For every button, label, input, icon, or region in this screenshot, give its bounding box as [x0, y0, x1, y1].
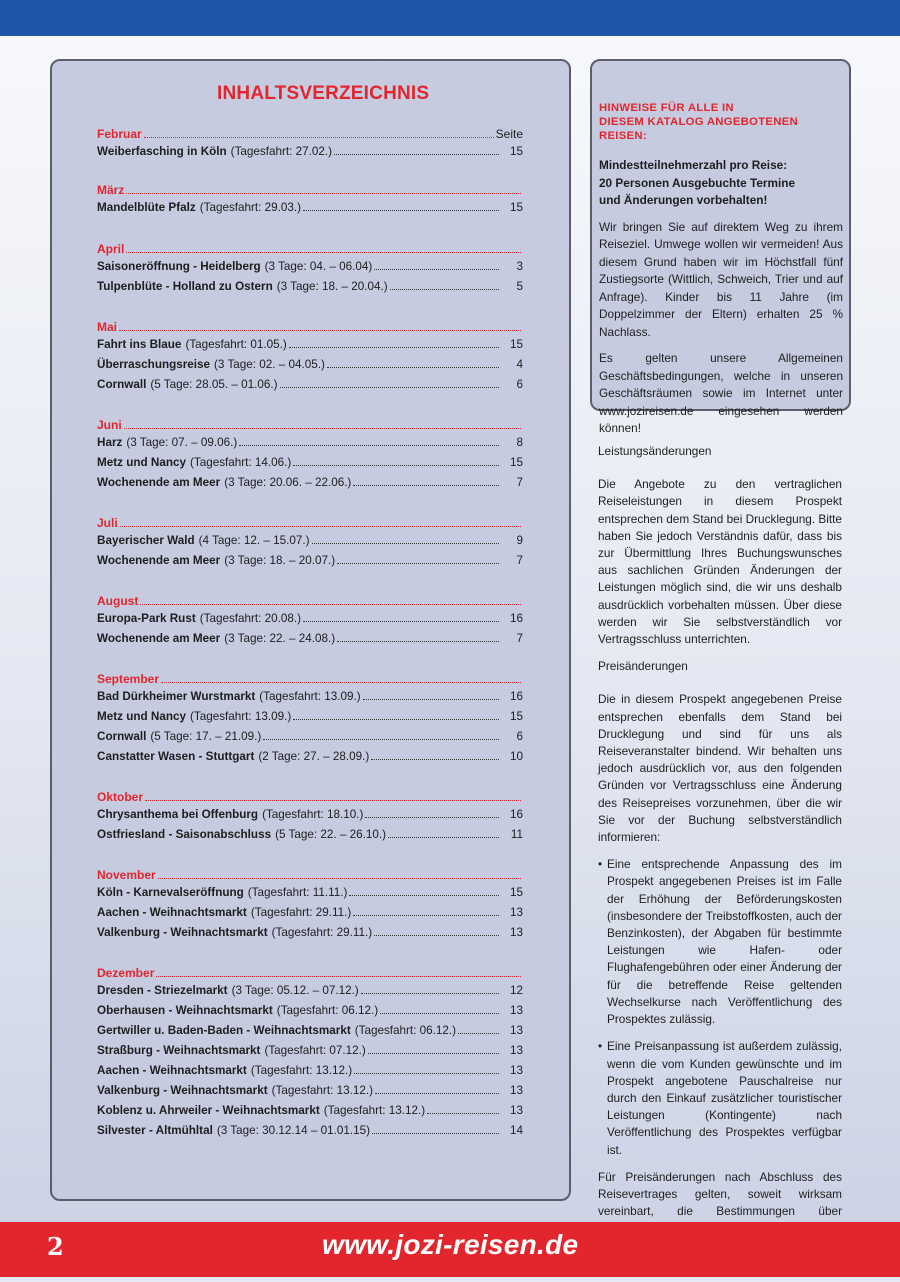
toc-entry-dates: (Tagesfahrt: 27.02.): [230, 145, 333, 158]
toc-entry-dates: (3 Tage: 05.12. – 07.12.): [231, 984, 359, 997]
toc-entry-title: Metz und Nancy: [97, 710, 186, 723]
toc-section-spacer: [97, 652, 523, 672]
toc-entry-title: Oberhausen - Weihnachtsmarkt: [97, 1004, 273, 1017]
toc-leader-dots: [458, 1033, 499, 1034]
toc-entry-title: Aachen - Weihnachtsmarkt: [97, 906, 247, 919]
terms-bullet-item: • Eine entsprechende Anpassung des im Prospekt angegebenen Preises ist im Falle der Erhöhung der Beförderungskosten (insbesondere der Treibstoffkosten, auch der Benzinkosten), der Abgaben für bestimmte Leistungen wie Hafen- oder Flughafengebühren oder einer Änderung der für die betreffende Reise geltenden Wechselkurse nach Veröffentlichung des Prospektes zulässig.: [598, 856, 842, 1028]
toc-entry-page: 15: [509, 710, 523, 723]
toc-entry-title: Überraschungsreise: [97, 358, 211, 371]
toc-leader-dots: [361, 993, 499, 994]
toc-month-label: September: [97, 672, 160, 686]
toc-entry-title: Dresden - Striezelmarkt: [97, 984, 228, 997]
toc-entry-page: 16: [509, 690, 523, 703]
toc-section-spacer: [97, 574, 523, 594]
toc-entry-title: Gertwiller u. Baden-Baden - Weihnachtsmarkt: [97, 1024, 351, 1037]
toc-entry-dates: (3 Tage: 30.12.14 – 01.01.15): [216, 1124, 370, 1137]
toc-entry-dates: (4 Tage: 12. – 15.07.): [198, 534, 310, 547]
terms-heading-price-changes: Preisänderungen: [598, 659, 688, 674]
toc-entry: [97, 886, 523, 906]
toc-entry-dates: (3 Tage: 22. – 24.08.): [224, 632, 336, 645]
toc-leader-dots: [126, 193, 521, 194]
hints-title-line1: HINWEISE FÜR ALLE IN: [599, 102, 734, 114]
toc-entry-title: Chrysanthema bei Offenburg: [97, 808, 259, 821]
toc-entry-dates: (Tagesfahrt: 11.11.): [247, 886, 348, 899]
toc-entry-dates: (Tagesfahrt: 06.12.): [354, 1024, 457, 1037]
toc-section-spacer: [97, 848, 523, 868]
hints-min-participants: [599, 157, 843, 210]
toc-entry-dates: (Tagesfahrt: 13.12.): [271, 1084, 373, 1097]
hints-bold-line1: Mindestteilnehmerzahl pro Reise:: [599, 158, 788, 172]
toc-entry-page: 15: [509, 338, 523, 351]
toc-leader-dots: [337, 641, 499, 642]
toc-entry-title: Tulpenblüte - Holland zu Ostern: [97, 280, 273, 293]
toc-entry: [97, 750, 523, 770]
toc-section-spacer: [97, 946, 523, 966]
toc-entry-page: 7: [516, 476, 523, 489]
toc-entry-title: Harz: [97, 436, 123, 449]
toc-entry: [97, 1044, 523, 1064]
toc-entry: [97, 984, 523, 1004]
toc-entry-page: 7: [516, 554, 523, 567]
toc-entry-page: 4: [516, 358, 523, 371]
toc-leader-dots: [120, 526, 521, 527]
toc-entry: [97, 690, 523, 710]
toc-entry-page: 16: [509, 612, 523, 625]
toc-leader-dots: [375, 1093, 499, 1094]
toc-entry-dates: (Tagesfahrt: 13.12.): [323, 1104, 426, 1117]
toc-leader-dots: [390, 289, 499, 290]
toc-entry-page: 16: [509, 808, 523, 821]
toc-page-column-label: Seite: [495, 127, 523, 141]
toc-entry-title: Cornwall: [97, 378, 147, 391]
toc-section-spacer: [97, 770, 523, 790]
toc-entry-title: Koblenz u. Ahrweiler - Weihnachtsmarkt: [97, 1104, 320, 1117]
toc-entry-dates: (Tagesfahrt: 29.11.): [250, 906, 352, 919]
toc-month-label: Juni: [97, 418, 122, 432]
toc-leader-dots: [293, 719, 499, 720]
toc-entry-dates: (Tagesfahrt: 13.09.): [259, 690, 361, 703]
toc-entry: [97, 436, 523, 456]
toc-leader-dots: [303, 210, 499, 211]
toc-month-label: Oktober: [97, 790, 144, 804]
toc-entry-page: 13: [509, 1024, 523, 1037]
toc-entry: [97, 906, 523, 926]
hints-agb-paragraph: Es gelten unsere Allgemeinen Geschäftsbedingungen, welche in unseren Geschäftsräumen sowie im Internet unter www.jozireisen.de eingesehen werden können!: [599, 351, 843, 435]
toc-entry: [97, 1084, 523, 1104]
toc-entry-page: 6: [516, 378, 523, 391]
toc-leader-dots: [239, 445, 499, 446]
toc-leader-dots: [126, 252, 521, 253]
toc-leader-dots: [158, 878, 521, 879]
toc-month-label: August: [97, 594, 139, 608]
toc-entry-page: 13: [509, 1044, 523, 1057]
toc-entry-page: 15: [509, 201, 523, 214]
toc-entry-page: 13: [509, 1004, 523, 1017]
toc-leader-dots: [365, 817, 499, 818]
toc-entry-title: Köln - Karnevalseröffnung: [97, 886, 244, 899]
toc-entry-title: Valkenburg - Weihnachtsmarkt: [97, 926, 268, 939]
toc-entry-dates: (3 Tage: 02. – 04.05.): [214, 358, 325, 371]
toc-entry-page: 8: [516, 436, 523, 449]
toc-entry-page: 13: [509, 1084, 523, 1097]
toc-leader-dots: [280, 387, 500, 388]
terms-heading-service-changes: Leistungsänderungen: [598, 444, 712, 458]
toc-section-heading: [97, 418, 523, 436]
toc-entry: [97, 808, 523, 828]
toc-entry: [97, 710, 523, 730]
toc-entry-title: Valkenburg - Weihnachtsmarkt: [97, 1084, 268, 1097]
toc-entry-page: 10: [509, 750, 523, 763]
toc-leader-dots: [124, 428, 521, 429]
toc-leader-dots: [353, 485, 499, 486]
toc-leader-dots: [312, 543, 499, 544]
toc-entry-dates: (Tagesfahrt: 01.05.): [185, 338, 287, 351]
toc-section-heading: [97, 966, 523, 984]
terms-closing-text: Für Preisänderungen nach Abschluss des Reisevertrages gelten, soweit wirksam vereinbart, die Bestimmungen über: [598, 1169, 842, 1219]
toc-entry: [97, 456, 523, 476]
toc-entry: [97, 378, 523, 398]
toc-entry: [97, 358, 523, 378]
toc-entry: [97, 280, 523, 300]
hints-content: [599, 101, 843, 447]
toc-entry: [97, 1124, 523, 1144]
toc-entry-page: 14: [509, 1124, 523, 1137]
toc-entry-dates: (Tagesfahrt: 06.12.): [276, 1004, 379, 1017]
toc-entry-title: Straßburg - Weihnachtsmarkt: [97, 1044, 261, 1057]
toc-section-spacer: [97, 398, 523, 418]
toc-section-heading: [97, 242, 523, 260]
toc-entry: [97, 1104, 523, 1124]
toc-entry-dates: (3 Tage: 18. – 20.04.): [276, 280, 388, 293]
toc-entry-dates: (5 Tage: 28.05. – 01.06.): [150, 378, 278, 391]
toc-leader-dots: [263, 739, 499, 740]
toc-entry: [97, 145, 523, 165]
toc-entry-dates: (3 Tage: 20.06. – 22.06.): [224, 476, 352, 489]
toc-month-label: Juli: [97, 516, 118, 530]
toc-section-heading: [97, 320, 523, 338]
toc-month-label: März: [97, 183, 125, 197]
toc-entry-title: Weiberfasching in Köln: [97, 145, 227, 158]
toc-leader-dots: [334, 154, 499, 155]
toc-leader-dots: [427, 1113, 499, 1114]
hints-bold-line2: 20 Personen Ausgebuchte Termine: [599, 175, 796, 190]
toc-leader-dots: [374, 935, 499, 936]
toc-month-label: Mai: [97, 320, 118, 334]
toc-entry-dates: (5 Tage: 17. – 21.09.): [150, 730, 262, 743]
toc-section-heading: [97, 672, 523, 690]
toc-section-spacer: [97, 496, 523, 516]
toc-entry-title: Europa-Park Rust: [97, 612, 196, 625]
toc-entry-title: Ostfriesland - Saisonabschluss: [97, 828, 272, 841]
toc-entry: [97, 612, 523, 632]
toc-entry-title: Silvester - Altmühltal: [97, 1124, 213, 1137]
top-header-bar: [0, 0, 900, 36]
toc-entry-dates: (Tagesfahrt: 07.12.): [264, 1044, 366, 1057]
toc-section-spacer: [97, 165, 523, 183]
terms-column: [598, 443, 842, 1282]
toc-entry: [97, 201, 523, 221]
toc-leader-dots: [144, 137, 494, 138]
terms-bullet-item: • Eine Preisanpassung ist außerdem zulässig, wenn die vom Kunden gewünschte und im Prospekt angebotene Pauschalreise nur durch den Einkauf zusätzlicher touristischer Leistungen (Kontingente) nach Veröffentlichung des Prospektes verfügbar ist.: [598, 1038, 842, 1158]
toc-entry: [97, 554, 523, 574]
toc-month-label: Februar: [97, 127, 142, 141]
toc-entry-dates: (Tagesfahrt: 13.12.): [250, 1064, 353, 1077]
toc-entry-dates: (3 Tage: 07. – 09.06.): [126, 436, 238, 449]
toc-entry-page: 9: [516, 534, 523, 547]
hints-title-line2: DIESEM KATALOG ANGEBOTENEN REISEN:: [599, 116, 799, 142]
toc-entry: [97, 260, 523, 280]
toc-entry-page: 13: [509, 1064, 523, 1077]
toc-section-heading: [97, 868, 523, 886]
toc-leader-dots: [289, 347, 499, 348]
toc-entry-dates: (3 Tage: 18. – 20.07.): [224, 554, 336, 567]
toc-entry-dates: (Tagesfahrt: 20.08.): [199, 612, 302, 625]
page-number: 2: [47, 1232, 64, 1261]
toc-leader-dots: [349, 895, 499, 896]
toc-entry-dates: (5 Tage: 22. – 26.10.): [275, 828, 386, 841]
toc-entry-title: Saisoneröffnung - Heidelberg: [97, 260, 261, 273]
toc-leader-dots: [380, 1013, 499, 1014]
toc-entry-page: 15: [509, 145, 523, 158]
toc-entry-title: Fahrt ins Blaue: [97, 338, 182, 351]
toc-entry: [97, 926, 523, 946]
toc-section-heading: [97, 790, 523, 808]
toc-entry-page: 15: [509, 456, 523, 469]
terms-bullet-list: [598, 856, 842, 1158]
toc-leader-dots: [337, 563, 499, 564]
toc-leader-dots: [119, 330, 521, 331]
toc-leader-dots: [354, 1073, 499, 1074]
toc-entry-dates: (3 Tage: 04. – 06.04): [264, 260, 373, 273]
toc-leader-dots: [293, 465, 499, 466]
toc-entry-title: Canstatter Wasen - Stuttgart: [97, 750, 255, 763]
toc-entry-title: Bayerischer Wald: [97, 534, 195, 547]
toc-leader-dots: [388, 837, 499, 838]
toc-entry: [97, 534, 523, 554]
toc-entry-page: 5: [516, 280, 523, 293]
toc-entry: [97, 632, 523, 652]
toc-leader-dots: [371, 759, 499, 760]
toc-entry: [97, 1064, 523, 1084]
toc-leader-dots: [145, 800, 521, 801]
toc-entry-title: Mandelblüte Pfalz: [97, 201, 196, 214]
toc-entry: [97, 730, 523, 750]
toc-entry-title: Metz und Nancy: [97, 456, 186, 469]
toc-entry-page: 3: [516, 260, 523, 273]
toc-title: INHALTSVERZEICHNIS: [217, 83, 430, 104]
toc-list: [97, 127, 523, 1144]
toc-section-heading: [97, 516, 523, 534]
toc-month-label: April: [97, 242, 125, 256]
toc-leader-dots: [368, 1053, 499, 1054]
toc-entry-title: Aachen - Weihnachtsmarkt: [97, 1064, 247, 1077]
toc-section-heading: [97, 594, 523, 612]
toc-entry-page: 13: [509, 1104, 523, 1117]
hints-bold-line3: und Änderungen vorbehalten!: [599, 193, 768, 207]
toc-section-spacer: [97, 221, 523, 242]
toc-entry-title: Bad Dürkheimer Wurstmarkt: [97, 690, 256, 703]
toc-entry: [97, 338, 523, 358]
toc-entry-title: Wochenende am Meer: [97, 554, 221, 567]
toc-leader-dots: [303, 621, 499, 622]
hints-title: [599, 101, 843, 143]
toc-month-label: November: [97, 868, 156, 882]
toc-entry-title: Wochenende am Meer: [97, 632, 221, 645]
toc-entry-dates: (Tagesfahrt: 13.09.): [189, 710, 292, 723]
toc-entry-page: 12: [509, 984, 523, 997]
terms-price-changes-text: Die in diesem Prospekt angegebenen Preise entsprechen ebenfalls dem Stand bei Drucklegung und sind für uns als Reiseveranstalter bindend. Wir behalten uns jedoch ausdrücklich vor, aus den folgenden Gründen vor Vertragsschluss eine Änderung des Reisepreises vorzunehmen, über die wir Sie vor der Buchung selbstverständlich informieren:: [598, 692, 842, 845]
terms-service-changes-text: Die Angebote zu den vertraglichen Reiseleistungen in diesem Prospekt entsprechen dem Stand bei Drucklegung. Bitte haben Sie jedoch Verständnis dafür, dass bis zur Übermittlung Ihres Buchungswunsches aus sachlichen Gründen Änderungen der Leistungen möglich sind, die wir uns deshalb ausdrücklich vorbehalten müssen. Über diese werden wir Sie selbstverständlich vor Vertragsschluss unterrichten.: [598, 477, 842, 647]
toc-section-spacer: [97, 300, 523, 320]
toc-leader-dots: [363, 699, 499, 700]
toc-entry-title: Wochenende am Meer: [97, 476, 221, 489]
toc-leader-dots: [161, 682, 521, 683]
toc-entry-dates: (2 Tage: 27. – 28.09.): [258, 750, 370, 763]
toc-leader-dots: [374, 269, 499, 270]
toc-entry: [97, 476, 523, 496]
website-link[interactable]: www.jozi-reisen.de: [322, 1229, 579, 1260]
toc-entry: [97, 1004, 523, 1024]
toc-leader-dots: [372, 1133, 499, 1134]
toc-entry-page: 15: [509, 886, 523, 899]
toc-entry: [97, 828, 523, 848]
toc-entry-page: 7: [516, 632, 523, 645]
toc-leader-dots: [353, 915, 499, 916]
toc-entry-page: 6: [516, 730, 523, 743]
toc-entry-dates: (Tagesfahrt: 14.06.): [189, 456, 292, 469]
toc-entry-page: 13: [509, 906, 523, 919]
toc-entry-dates: (Tagesfahrt: 18.10.): [262, 808, 364, 821]
toc-leader-dots: [327, 367, 499, 368]
toc-month-label: Dezember: [97, 966, 155, 980]
toc-leader-dots: [140, 604, 521, 605]
toc-entry-page: 13: [509, 926, 523, 939]
toc-entry-page: 11: [510, 828, 523, 841]
toc-entry-dates: (Tagesfahrt: 29.11.): [271, 926, 373, 939]
toc-section-heading: [97, 183, 523, 201]
hints-route-paragraph: Wir bringen Sie auf direktem Weg zu ihrem Reiseziel. Umwege wollen wir vermeiden! Aus diesem Grund haben wir im Höchstfall fünf Zustiegsorte (Wittlich, Schweich, Trier und auf Anfrage). Kinder bis 11 Jahre (im Doppelzimmer der Eltern) erhalten 25 % Nachlass.: [599, 219, 843, 339]
toc-leader-dots: [156, 976, 521, 977]
toc-section-heading: [97, 127, 523, 145]
toc-entry-dates: (Tagesfahrt: 29.03.): [199, 201, 302, 214]
toc-entry: [97, 1024, 523, 1044]
toc-entry-title: Cornwall: [97, 730, 147, 743]
